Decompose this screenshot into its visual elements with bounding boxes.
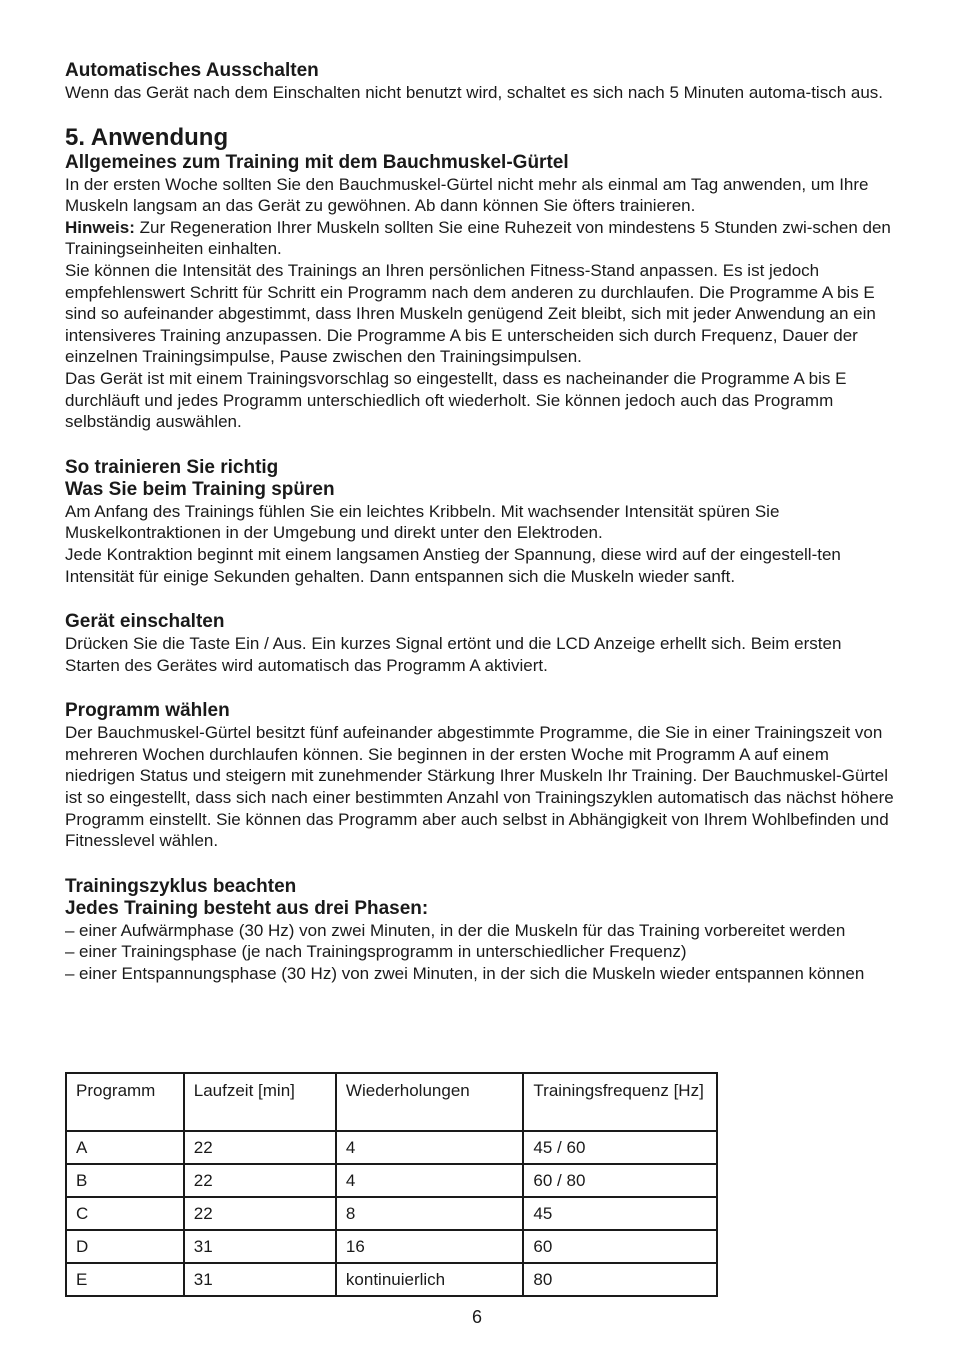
table-cell: 16 [336, 1230, 523, 1263]
switch-on-text: Drücken Sie die Taste Ein / Aus. Ein kurzes Signal ertönt und die LCD Anzeige erhellt sich. Beim ersten Starten des Gerätes wird automatisch das Programm A aktiviert. [65, 634, 842, 675]
train-right-heading: So trainieren Sie richtig [65, 456, 279, 478]
phase-item-1 [65, 920, 895, 942]
table-cell: C [66, 1197, 184, 1230]
choose-program-heading: Programm wählen [65, 700, 230, 722]
table-cell: D [66, 1230, 184, 1263]
dash-marker: – [65, 964, 75, 984]
phase-item-3 [65, 963, 895, 985]
hint-label: Hinweis: [65, 217, 135, 237]
switch-on-heading: Gerät einschalten [65, 611, 225, 633]
table-row [66, 1263, 717, 1296]
hint-text: Zur Regeneration Ihrer Muskeln sollten Sie eine Ruhezeit von mindestens 5 Stunden zwi-schen den Trainingseinheiten einhalten. [65, 217, 891, 259]
dash-marker: – [65, 942, 75, 962]
table-header-cell: Laufzeit [min] [184, 1073, 336, 1131]
general-paragraph-1: In der ersten Woche sollten Sie den Bauchmuskel-Gürtel nicht mehr als einmal am Tag anwenden, um Ihre Muskeln langsam an das Gerät zu gewöhnen. Ab dann können Sie öfters trainieren. [65, 174, 869, 216]
general-paragraph-2: Sie können die Intensität des Trainings an Ihren persönlichen Fitness-Stand anpassen. Es ist jedoch empfehlenswert Schritt für Schritt ein Programm nach dem anderen zu durchlaufen. Die Programme A bis E sind so aufeinander abgestimmt, dass Ihren Muskeln genügend Zeit bleibt, sich mit jeder Anwendung an ein intensiveres Training anzupassen. Die Programme A bis E unterscheiden sich durch Frequenz, Dauer der einzelnen Trainingsimpulse, Pause zwischen den Trainingsimpulsen. [65, 260, 876, 367]
section-title: 5. Anwendung [65, 123, 229, 151]
table-cell: 8 [336, 1197, 523, 1230]
table-row [66, 1230, 717, 1263]
table-cell: 45 / 60 [523, 1131, 717, 1164]
page-content [65, 60, 895, 985]
general-heading: Allgemeines zum Training mit dem Bauchmuskel-Gürtel [65, 151, 569, 173]
cycle-heading: Trainingszyklus beachten [65, 875, 297, 897]
phase-text-2: einer Trainingsphase (je nach Trainingsprogramm in unterschiedlicher Frequenz) [79, 942, 687, 962]
general-paragraph-3: Das Gerät ist mit einem Trainingsvorschlag so eingestellt, dass es nacheinander die Programme A bis E durchläuft und jedes Programm unterschiedlich oft wiederholt. Sie können jedoch auch das Programm selbständig auswählen. [65, 368, 847, 432]
phase-text-1: einer Aufwärmphase (30 Hz) von zwei Minuten, in der die Muskeln für das Training vorbereitet werden [79, 920, 846, 940]
table-cell: A [66, 1131, 184, 1164]
table-cell: 4 [336, 1131, 523, 1164]
table-cell: kontinuierlich [336, 1263, 523, 1296]
program-table [65, 1072, 718, 1297]
page-number: 6 [471, 1307, 482, 1327]
feel-paragraph-2: Jede Kontraktion beginnt mit einem langsamen Anstieg der Spannung, diese wird auf der eingestell-ten Intensität für einige Sekunden gehalten. Dann entspannen sich die Muskeln wieder sanft. [65, 544, 841, 586]
table-cell: 31 [184, 1230, 336, 1263]
table-cell: 22 [184, 1197, 336, 1230]
auto-off-text: Wenn das Gerät nach dem Einschalten nicht benutzt wird, schaltet es sich nach 5 Minuten automa-tisch aus. [65, 83, 884, 102]
table-cell: 22 [184, 1131, 336, 1164]
table-cell: 60 / 80 [523, 1164, 717, 1197]
table-cell: 22 [184, 1164, 336, 1197]
table-row [66, 1164, 717, 1197]
table-row [66, 1197, 717, 1230]
table-header-cell: Wiederholungen [336, 1073, 523, 1131]
table-header-cell: Programm [66, 1073, 184, 1131]
choose-program-text: Der Bauchmuskel-Gürtel besitzt fünf aufeinander abgestimmte Programme, die Sie in einer Trainingszeit von mehreren Wochen durchlaufen können. Sie beginnen in der ersten Woche mit Programm A auf einem niedrigen Status und steigern mit zunehmender Stärkung Ihrer Muskeln Ihr Training. Der Bauchmuskel-Gürtel ist so eingestellt, dass sich nach einer bestimmten Anzahl von Trainingszyklen automatisch das nächst höhere Programm einstellt. Sie können das Programm aber auch selbst in Abhängigkeit von Ihrem Wohlbefinden und Fitnesslevel wählen. [65, 723, 894, 851]
phase-item-2 [65, 941, 895, 963]
table-cell: 4 [336, 1164, 523, 1197]
dash-marker: – [65, 920, 75, 940]
table-header-cell: Trainingsfrequenz [Hz] [523, 1073, 717, 1131]
table-row [66, 1131, 717, 1164]
table-header-row [66, 1073, 717, 1131]
table-cell: 80 [523, 1263, 717, 1296]
auto-off-heading: Automatisches Ausschalten [65, 60, 319, 81]
phase-text-3: einer Entspannungsphase (30 Hz) von zwei Minuten, in der sich die Muskeln wieder entspannen können [79, 964, 865, 984]
feel-paragraph-1: Am Anfang des Trainings fühlen Sie ein leichtes Kribbeln. Mit wachsender Intensität spüren Sie Muskelkontraktionen in der Umgebung und direkt unter den Elektroden. [65, 501, 780, 543]
table-cell: E [66, 1263, 184, 1296]
table-cell: 60 [523, 1230, 717, 1263]
table-cell: 31 [184, 1263, 336, 1296]
phases-heading: Jedes Training besteht aus drei Phasen: [65, 897, 429, 919]
feel-heading: Was Sie beim Training spüren [65, 478, 335, 500]
hint-paragraph [65, 217, 895, 260]
table-cell: B [66, 1164, 184, 1197]
table-cell: 45 [523, 1197, 717, 1230]
